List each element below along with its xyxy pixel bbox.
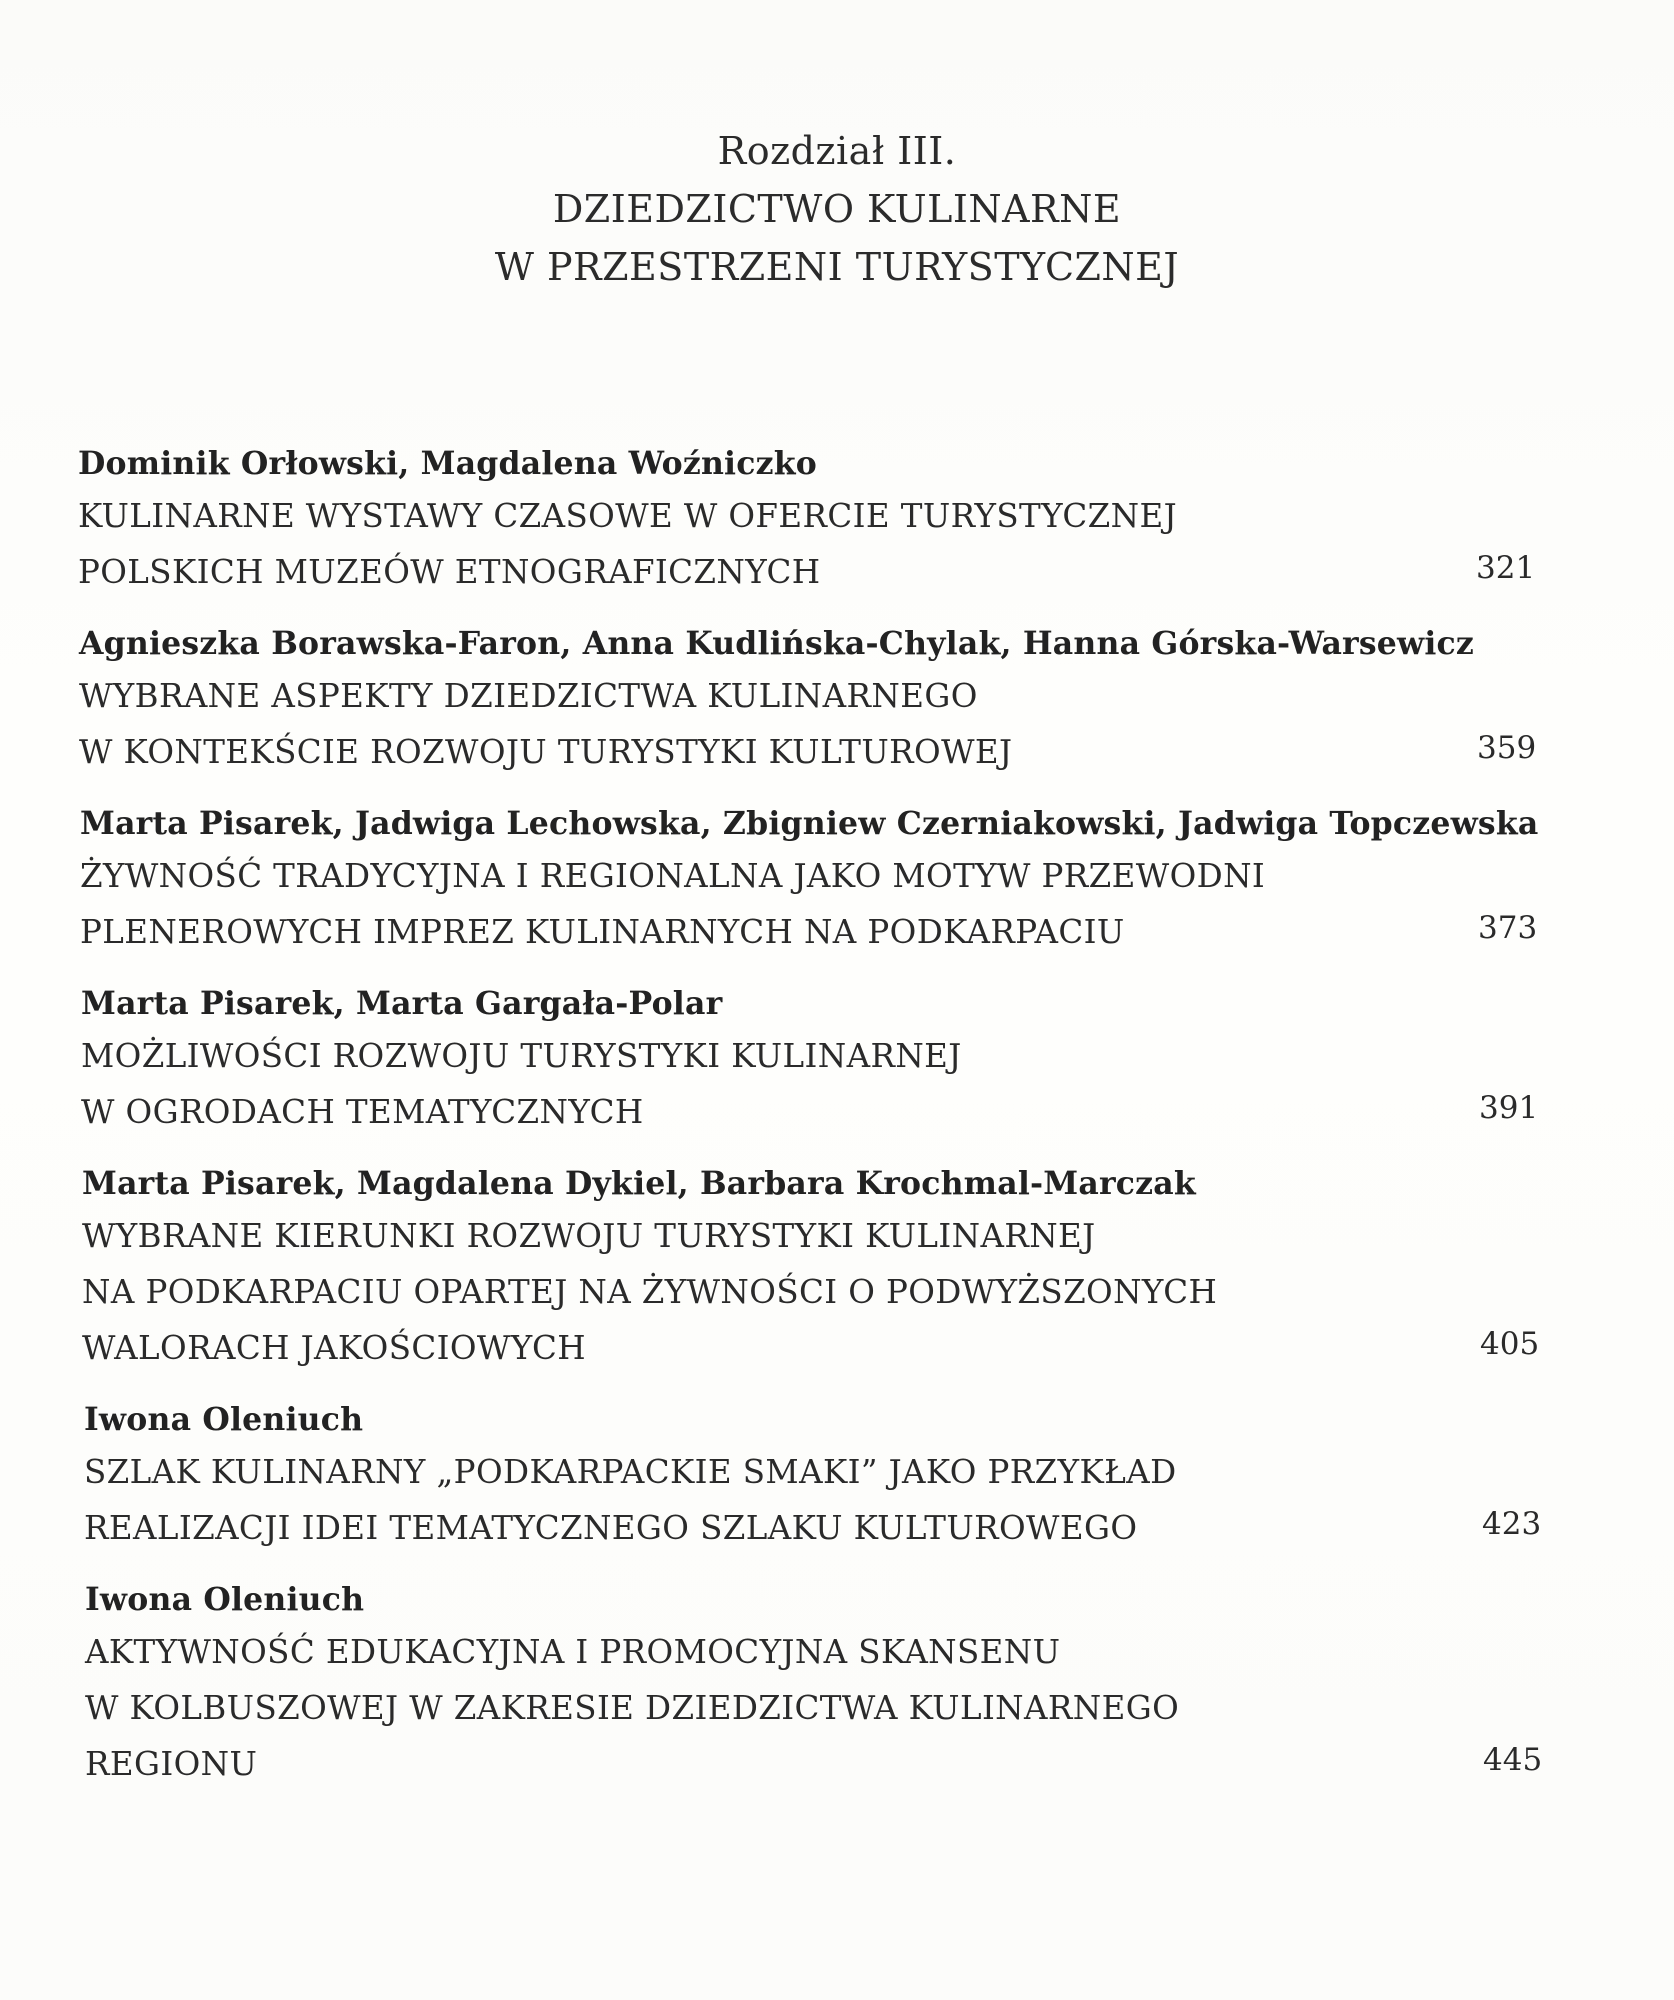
toc-entry[interactable]: [81, 980, 1558, 1140]
entry-authors: Marta Pisarek, Magdalena Dykiel, Barbara Krochmal-Marczak: [82, 1165, 1196, 1202]
chapter-number: Rozdział III.: [717, 129, 957, 173]
entry-title-line: REALIZACJI IDEI TEMATYCZNEGO SZLAKU KULTUROWEGO: [84, 1509, 1138, 1547]
entry-authors: Iwona Oleniuch: [84, 1401, 364, 1438]
entry-title-line: REGIONU: [85, 1745, 258, 1783]
entry-page-number: 391: [1479, 1090, 1539, 1126]
chapter-header: [0, 122, 1674, 296]
entry-page-number: 321: [1476, 550, 1536, 586]
chapter-title-line-2: W PRZESTRZENI TURYSTYCZNEJ: [494, 245, 1180, 289]
entry-authors: Marta Pisarek, Marta Gargała-Polar: [81, 985, 723, 1022]
entry-authors: Marta Pisarek, Jadwiga Lechowska, Zbigniew Czerniakowski, Jadwiga Topczewska: [80, 805, 1539, 842]
entry-title-line: ŻYWNOŚĆ TRADYCYJNA I REGIONALNA JAKO MOTYW PRZEWODNI: [80, 857, 1266, 895]
entry-title-line: MOŻLIWOŚCI ROZWOJU TURYSTYKI KULINARNEJ: [81, 1037, 962, 1075]
entry-title-line: W KONTEKŚCIE ROZWOJU TURYSTYKI KULTUROWEJ: [79, 733, 1013, 771]
entry-title-line: NA PODKARPACIU OPARTEJ NA ŻYWNOŚCI O PODWYŻSZONYCH: [82, 1273, 1218, 1311]
entry-authors: Iwona Oleniuch: [85, 1581, 365, 1618]
toc-entry[interactable]: [78, 440, 1558, 600]
toc-entry[interactable]: [82, 1160, 1558, 1376]
entry-title-line: W OGRODACH TEMATYCZNYCH: [81, 1093, 644, 1131]
toc-entry[interactable]: [80, 800, 1558, 960]
table-of-contents: [78, 440, 1558, 1812]
toc-entry[interactable]: [84, 1396, 1558, 1556]
entry-authors: Dominik Orłowski, Magdalena Woźniczko: [78, 445, 817, 482]
entry-title-line: PLENEROWYCH IMPREZ KULINARNYCH NA PODKARPACIU: [80, 913, 1125, 951]
entry-title-line: KULINARNE WYSTAWY CZASOWE W OFERCIE TURYSTYCZNEJ: [78, 497, 1177, 535]
entry-title-line: POLSKICH MUZEÓW ETNOGRAFICZNYCH: [78, 553, 821, 591]
entry-page-number: 359: [1477, 730, 1537, 766]
entry-page-number: 373: [1478, 910, 1538, 946]
entry-title-line: AKTYWNOŚĆ EDUKACYJNA I PROMOCYJNA SKANSENU: [85, 1633, 1061, 1671]
entry-page-number: 423: [1482, 1506, 1542, 1542]
chapter-title-line-1: DZIEDZICTWO KULINARNE: [552, 187, 1122, 231]
entry-title-line: W KOLBUSZOWEJ W ZAKRESIE DZIEDZICTWA KULINARNEGO: [85, 1689, 1180, 1727]
entry-title-line: WALORACH JAKOŚCIOWYCH: [82, 1329, 587, 1367]
entry-page-number: 405: [1480, 1326, 1540, 1362]
toc-entry[interactable]: [79, 620, 1558, 780]
entry-title-line: WYBRANE KIERUNKI ROZWOJU TURYSTYKI KULINARNEJ: [82, 1217, 1096, 1255]
entry-title-line: WYBRANE ASPEKTY DZIEDZICTWA KULINARNEGO: [79, 677, 978, 715]
entry-page-number: 445: [1483, 1742, 1543, 1778]
entry-authors: Agnieszka Borawska-Faron, Anna Kudlińska-Chylak, Hanna Górska-Warsewicz: [79, 625, 1474, 662]
entry-title-line: SZLAK KULINARNY „PODKARPACKIE SMAKI” JAKO PRZYKŁAD: [84, 1453, 1177, 1491]
toc-entry[interactable]: [85, 1576, 1558, 1792]
